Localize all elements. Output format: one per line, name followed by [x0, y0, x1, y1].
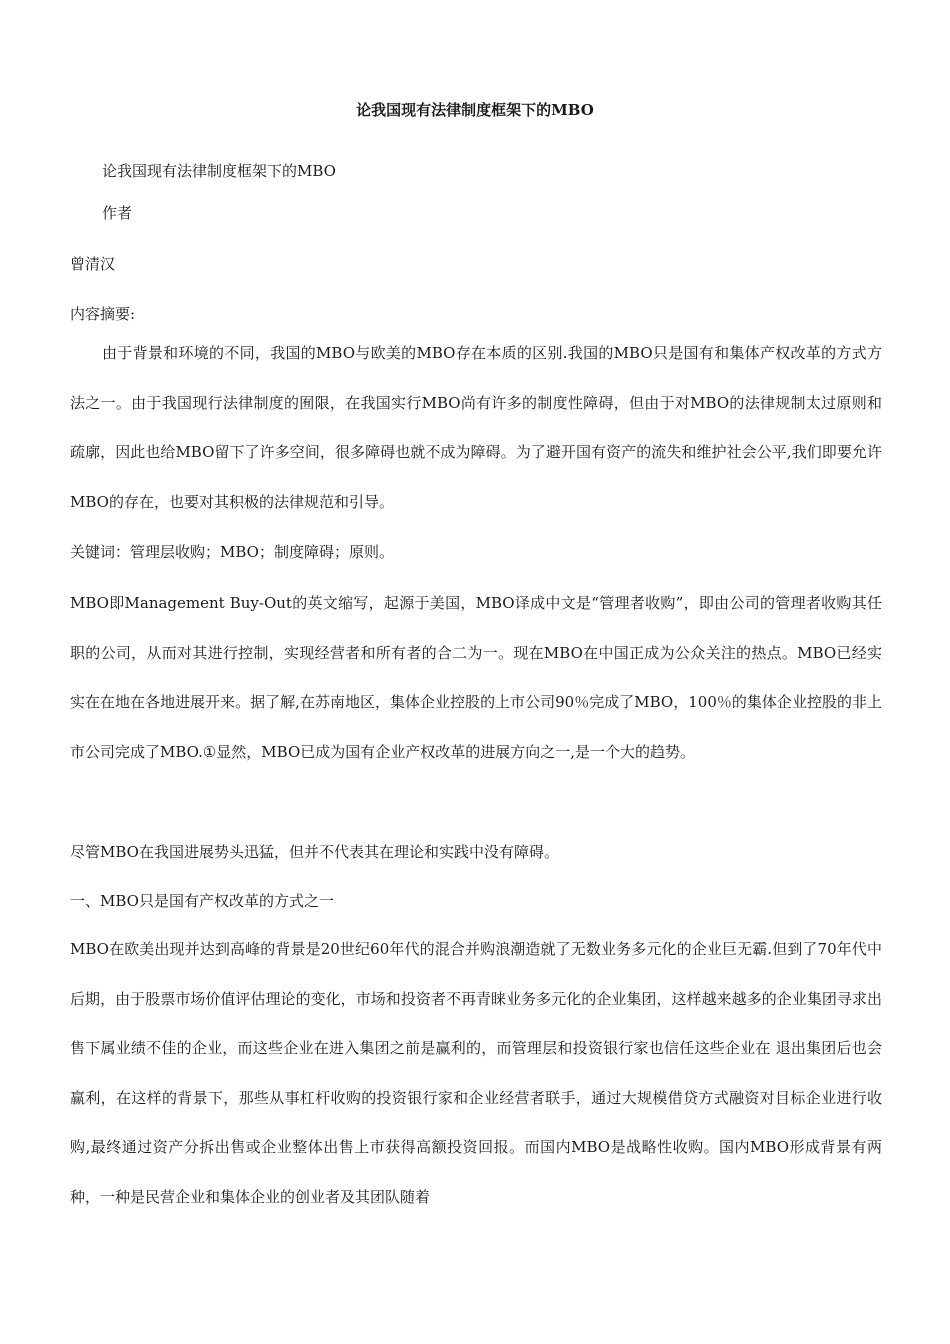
- abstract-paragraph: 由于背景和环境的不同，我国的MBO与欧美的MBO存在本质的区别.我国的MBO只是国有和集体产权改革的方式方法之一。由于我国现行法律制度的囿限，在我国实行MBO尚有许多的制度性障碍，但由于对MBO的法律规制太过原则和疏廓，因此也给MBO留下了许多空间，很多障碍也就不成为障碍。为了避开国有资产的流失和维护社会公平,我们即要允许MBO的存在，也要对其积极的法律规范和引导。: [70, 344, 882, 511]
- section1-heading: 一、MBO只是国有产权改革的方式之一: [70, 892, 334, 910]
- author-label: 作者: [102, 204, 133, 222]
- document-subtitle: 论我国现有法律制度框架下的MBO: [102, 162, 336, 180]
- document-title: 论我国现有法律制度框架下的MBO: [356, 101, 594, 119]
- keywords-line: 关键词：管理层收购；MBO；制度障碍；原则。: [70, 543, 394, 561]
- obstacle-sentence: 尽管MBO在我国进展势头迅猛，但并不代表其在理论和实践中没有障碍。: [70, 843, 559, 861]
- intro-paragraph: MBO即Management Buy-Out的英文缩写，起源于美国，MBO译成中文是“管理者收购”，即由公司的管理者收购其任职的公司，从而对其进行控制，实现经营者和所有者的合二为一。现在MBO在中国正成为公众关注的热点。MBO已经实实在在地在各地进展开来。据了解,在苏南地区，集体企业控股的上市公司90％完成了MBO，100％的集体企业控股的非上市公司完成了MBO.①显然，MBO已成为国有企业产权改革的进展方向之一,是一个大的趋势。: [70, 594, 882, 761]
- abstract-label: 内容摘要:: [70, 305, 136, 323]
- section1-paragraph: MBO在欧美出现并达到高峰的背景是20世纪60年代的混合并购浪潮造就了无数业务多元化的企业巨无霸.但到了70年代中后期，由于股票市场价值评估理论的变化，市场和投资者不再青睐业务多元化的企业集团，这样越来越多的企业集团寻求出售下属业绩不佳的企业，而这些企业在进入集团之前是赢利的，而管理层和投资银行家也信任这些企业在 退出集团后也会赢利，在这样的背景下，那些从事杠杆收购的投资银行家和企业经营者联手，通过大规模借贷方式融资对目标企业进行收购,最终通过资产分拆出售或企业整体出售上市获得高额投资回报。而国内MBO是战略性收购。国内MBO形成背景有两种，一种是民营企业和集体企业的创业者及其团队随着: [70, 940, 882, 1206]
- author-name: 曾清汉: [70, 255, 116, 273]
